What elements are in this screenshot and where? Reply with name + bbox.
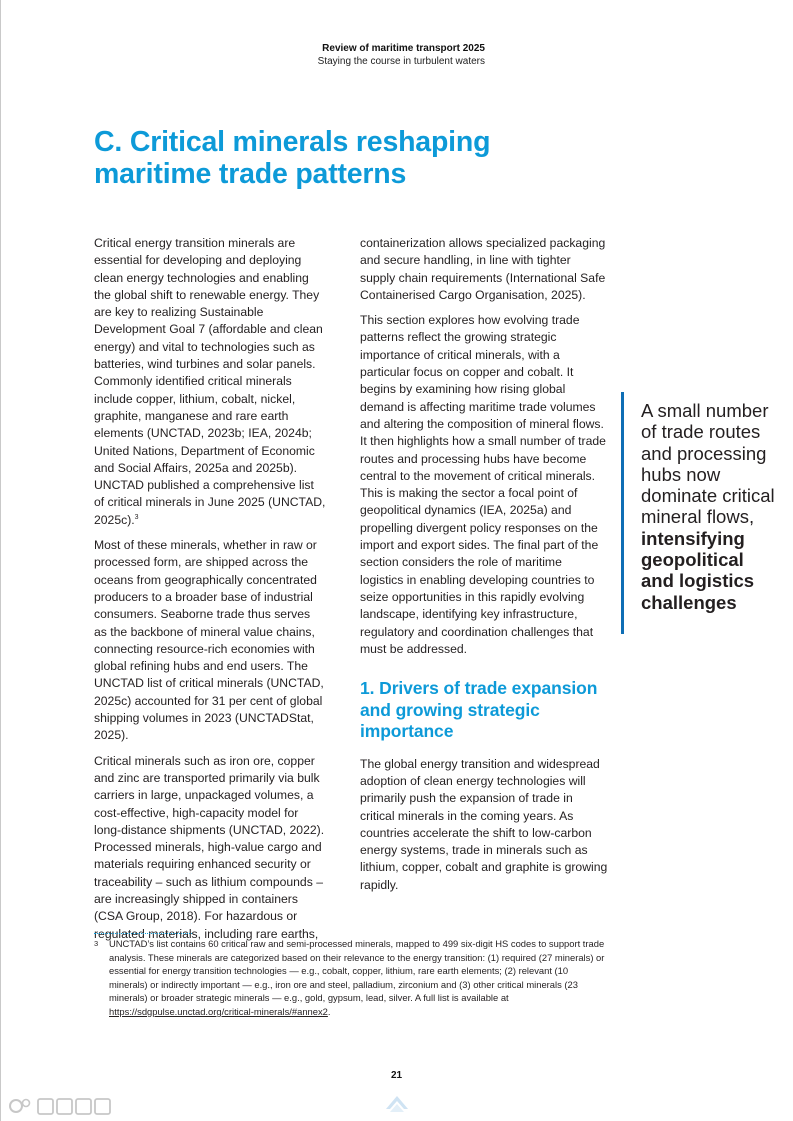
left-column	[94, 235, 326, 951]
footnote-divider	[94, 933, 192, 934]
footnote-body	[109, 937, 606, 1019]
body-paragraph: The global energy transition and widespread adoption of clean energy technologies will primarily push the expansion of trade in critical minerals in the coming years. As countries accelerate the shift to low-carbon energy systems, trade in minerals such as lithium, copper, cobalt and graphite is growing rapidly.	[360, 756, 608, 892]
report-subtitle: Staying the course in turbulent waters	[317, 56, 485, 67]
subsection-heading: 1. Drivers of trade expansion and growing strategic importance	[360, 678, 598, 742]
report-title: Review of maritime transport 2025	[322, 43, 485, 54]
section-title-line1: C. Critical minerals reshaping	[94, 126, 491, 158]
footnote-ref[interactable]: 3	[134, 513, 139, 521]
watermark-logo	[6, 1095, 116, 1117]
running-header	[318, 42, 485, 68]
footnote-end: .	[327, 1005, 331, 1017]
pull-quote-text: A small number of trade routes and processing hubs now dominate critical mineral flows,	[641, 400, 775, 528]
pull-quote	[621, 392, 781, 634]
section-title	[94, 126, 614, 190]
footnote-link[interactable]: https://sdgpulse.unctad.org/critical-minerals/#annex2	[109, 1005, 328, 1017]
footnote-text: UNCTAD’s list contains 60 critical raw and semi-processed minerals, mapped to 499 six-digit HS codes to support trade analysis. These minerals are categorized based on their relevance to the energy transition: (1) required (27 minerals) or essential for energy transition technologies — e.g., cobalt, copper, lithium, rare earth elements; (2) relevant (10 minerals) or indirectly important — e.g., iron ore and steel, palladium, zirconium and (3) other critical minerals (23 minerals) or broader strategic minerals — e.g., gold, gypsum, lead, silver. A full list is available at	[109, 938, 605, 1004]
footnote	[94, 937, 606, 1019]
page-number: 21	[390, 1070, 403, 1081]
footnote-number: 3	[94, 939, 99, 948]
body-paragraph: Most of these minerals, whether in raw or processed form, are shipped across the oceans from geographically concentrated producers to a broader base of industrial consumers. Seaborne trade thus serves as the backbone of mineral value chains, connecting resource-rich economies with global refining hubs and end users. The UNCTAD list of critical minerals (UNCTAD, 2025c) accounted for 31 per cent of global shipping volumes in 2023 (UNCTADStat, 2025).	[94, 538, 324, 743]
pull-quote-emphasis: intensifying geopolitical and logistics challenges	[641, 527, 755, 613]
paragraph-text: Critical energy transition minerals are essential for developing and deploying clean energy technologies and enabling the global shift to renewable energy. They are key to realizing Sustainable Development Goal 7 (affordable and clean energy) and vital to technologies such as batteries, wind turbines and solar panels. Commonly identified critical minerals include copper, lithium, cobalt, nickel, graphite, manganese and rare earth elements (UNCTAD, 2023b; IEA, 2024b; United Nations, Department of Economic and Social Affairs, 2025a and 2025b). UNCTAD published a comprehensive list of critical minerals in June 2025 (UNCTAD, 2025c).	[94, 236, 326, 527]
body-paragraph: Critical minerals such as iron ore, copper and zinc are transported primarily via bulk carriers in large, unpackaged volumes, a cost-effective, high-capacity model for long-distance shipments (UNCTAD, 2022). Processed minerals, high-value cargo and materials requiring enhanced security or traceability – such as lithium compounds – are increasingly shipped in containers (CSA Group, 2018). For hazardous or regulated materials, including rare earths,	[94, 753, 325, 941]
middle-column	[360, 235, 608, 902]
chevron-up-icon[interactable]	[384, 1090, 410, 1114]
body-paragraph: This section explores how evolving trade patterns reflect the growing strategic importance of critical minerals, with a particular focus on copper and cobalt. It begins by examining how rising global demand is affecting maritime trade volumes and altering the composition of mineral flows. It then highlights how a small number of trade routes and processing hubs have become central to the movement of critical minerals. This is making the sector a focal point of geopolitical dynamics (IEA, 2025a) and propelling divergent policy responses on the import and export sides. The final part of the section considers the role of maritime logistics in enabling developing countries to seize opportunities in this rapidly evolving landscape, identifying key infrastructure, regulatory and coordination challenges that must be addressed.	[360, 313, 606, 656]
body-paragraph: containerization allows specialized packaging and secure handling, in line with tighter supply chain requirements (International Safe Containerised Cargo Organisation, 2025).	[360, 236, 606, 302]
page-edge-rule	[0, 0, 1, 1121]
body-paragraph	[94, 235, 326, 529]
section-title-line2: maritime trade patterns	[94, 158, 407, 190]
